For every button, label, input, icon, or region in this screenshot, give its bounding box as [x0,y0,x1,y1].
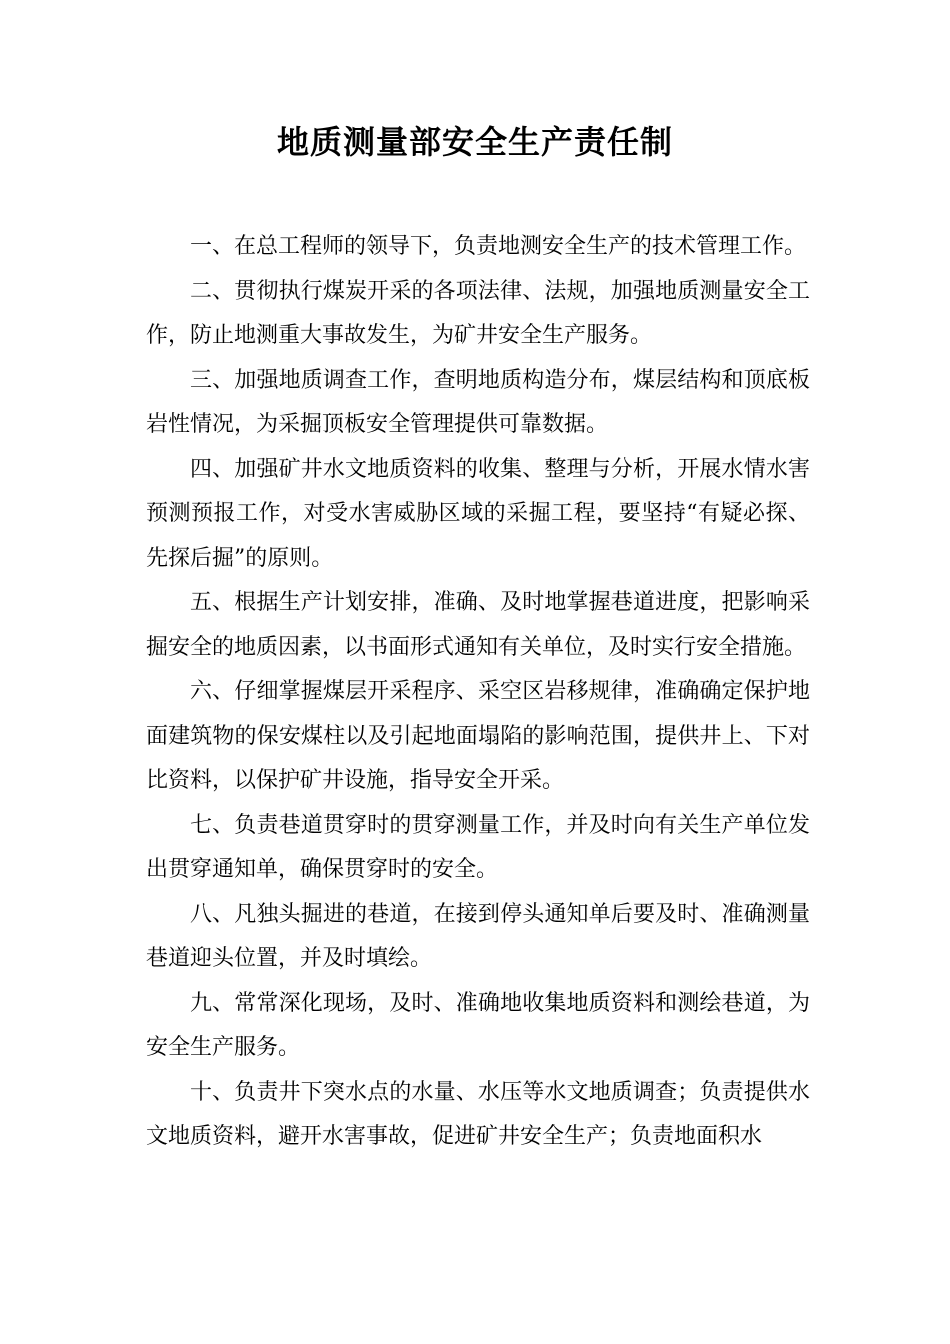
paragraph-7: 七、负责巷道贯穿时的贯穿测量工作，并及时向有关生产单位发出贯穿通知单，确保贯穿时的安全。 [146,812,810,882]
paragraph-3: 三、加强地质调查工作，查明地质构造分布，煤层结构和顶底板岩性情况，为采掘顶板安全管理提供可靠数据。 [146,367,810,437]
document-body [146,225,810,1160]
paragraph-1: 一、在总工程师的领导下，负责地测安全生产的技术管理工作。 [190,234,807,259]
paragraph-6: 六、仔细掌握煤层开采程序、采空区岩移规律，准确确定保护地面建筑物的保安煤柱以及引起地面塌陷的影响范围，提供井上、下对比资料，以保护矿井设施，指导安全开采。 [146,679,810,793]
paragraph-2: 二、贯彻执行煤炭开采的各项法律、法规，加强地质测量安全工作，防止地测重大事故发生，为矿井安全生产服务。 [146,278,810,348]
paragraph-10: 十、负责井下突水点的水量、水压等水文地质调查；负责提供水文地质资料，避开水害事故，促进矿井安全生产；负责地面积水 [146,1079,810,1149]
paragraph-9: 九、常常深化现场，及时、准确地收集地质资料和测绘巷道，为安全生产服务。 [146,990,810,1060]
paragraph-5: 五、根据生产计划安排，准确、及时地掌握巷道进度，把影响采掘安全的地质因素，以书面形式通知有关单位，及时实行安全措施。 [146,590,810,660]
paragraph-4: 四、加强矿井水文地质资料的收集、整理与分析，开展水情水害预测预报工作，对受水害威胁区域的采掘工程，要坚持“有疑必探、先探后掘”的原则。 [146,456,810,571]
document-title: 地质测量部安全生产责任制 [276,123,673,161]
paragraph-8: 八、凡独头掘进的巷道，在接到停头通知单后要及时、准确测量巷道迎头位置，并及时填绘。 [146,901,810,971]
